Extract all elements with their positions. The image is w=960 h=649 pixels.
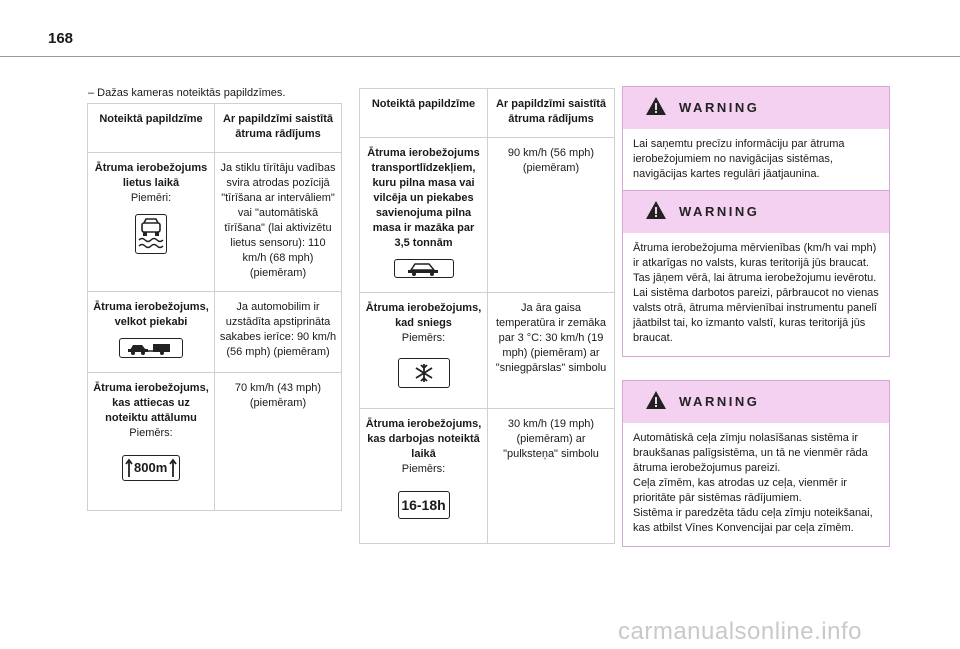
row-title: Ātruma ierobežojums, velkot piekabi [93, 301, 209, 328]
table-row [360, 138, 615, 293]
table-cell-sign [88, 292, 215, 373]
row-subtitle: Piemēri: [130, 192, 172, 204]
row-title: Ātruma ierobežojums transportlīdzekļiem, kuru pilna masa vai vilcēja un piekabes savienojuma pilna masa ir mazāka par 3,5 tonnām [367, 147, 480, 249]
table1-header-sign: Noteiktā papildzīme [88, 104, 215, 153]
warning-body [623, 233, 889, 356]
table-cell-speed: 70 km/h (43 mph) (piemēram) [215, 373, 342, 511]
warning-triangle-icon [645, 96, 667, 121]
watermark-text: carmanualsonline.info [618, 618, 862, 645]
row-title: Ātruma ierobežojums, kas attiecas uz noteiktu attālumu [93, 382, 209, 424]
table-cell-sign [360, 293, 488, 409]
row-title: Ātruma ierobežojums, kas darbojas noteiktā laikā [365, 418, 482, 460]
header-divider [0, 56, 960, 57]
sign-text-16-18h: 16-18h [401, 497, 446, 513]
row-subtitle: Piemērs: [401, 332, 446, 344]
warning-body [623, 423, 889, 546]
warning-box-3 [622, 380, 890, 547]
car-sign-icon [394, 259, 454, 278]
warning-text: Tas jāņem vērā, lai ātruma ierobežojumu ievērotu. [633, 272, 877, 284]
cameras-note: – Dažas kameras noteiktās papildzīmes. [88, 87, 286, 99]
table-cell-sign [360, 409, 488, 544]
page-number: 168 [48, 30, 74, 47]
warning-text: Ceļa zīmēm, kas atrodas uz ceļa, vienmēr ir prioritāte pār sistēmas rādījumiem. [633, 477, 847, 504]
table-cell-sign [360, 138, 488, 293]
warning-triangle-icon [645, 390, 667, 415]
table2-header-speed: Ar papildzīmi saistītā ātruma rādījums [488, 89, 615, 138]
sign-text-800m: 800m [134, 460, 168, 475]
row-title: Ātruma ierobežojums lietus laikā [94, 162, 208, 189]
warning-title: WARNING [679, 100, 760, 115]
time-16-18h-sign-icon [398, 491, 450, 519]
distance-800m-sign-icon [122, 455, 180, 481]
table1-header-speed: Ar papildzīmi saistītā ātruma rādījums [215, 104, 342, 153]
snowflake-sign-icon [398, 358, 450, 388]
supplementary-signs-table-1 [87, 103, 342, 511]
warning-text: Lai saņemtu precīzu informāciju par ātruma ierobežojumiem no navigācijas sistēmas, navigācijas kartes regulāri jāatjaunina. [633, 138, 845, 180]
table-row [88, 373, 342, 511]
warning-header [623, 381, 889, 423]
row-subtitle: Piemērs: [129, 427, 173, 439]
car-with-trailer-sign-icon [119, 338, 183, 358]
warning-title: WARNING [679, 394, 760, 409]
table-cell-speed: Ja stiklu tīrītāju vadības svira atrodas pozīcijā "tīrīšana ar intervāliem" vai "automātiskā tīrīšana" (lai aktivizētu lietus sensoru): 110 km/h (68 mph) (piemēram) [215, 153, 342, 292]
table2-header-sign: Noteiktā papildzīme [360, 89, 488, 138]
table-cell-sign [88, 153, 215, 292]
table-cell-speed: 30 km/h (19 mph) (piemēram) ar "pulksteņa" simbolu [488, 409, 615, 544]
road-spray-sign-icon [135, 214, 167, 254]
row-title: Ātruma ierobežojums, kad sniegs [365, 302, 482, 329]
warning-text: Sistēma ir paredzēta tādu ceļa zīmju noteikšanai, kas atbilst Vīnes Konvencijai par ceļa zīmēm. [633, 507, 873, 534]
warning-text: Automātiskā ceļa zīmju nolasīšanas sistēma ir braukšanas palīgsistēma, un tā ne vienmēr rāda ātruma ierobežojumus pareizi. [633, 432, 868, 474]
warning-header [623, 87, 889, 129]
table-cell-sign [88, 373, 215, 511]
table-row [88, 153, 342, 292]
warning-box-1 [622, 86, 890, 193]
warning-box-2 [622, 190, 890, 357]
table-cell-speed: Ja automobilim ir uzstādīta apstiprināta sakabes ierīce: 90 km/h (56 mph) (piemēram) [215, 292, 342, 373]
warning-triangle-icon [645, 200, 667, 225]
table-row [88, 292, 342, 373]
table-row [360, 409, 615, 544]
supplementary-signs-table-2 [359, 88, 615, 544]
table-row [360, 293, 615, 409]
warning-title: WARNING [679, 204, 760, 219]
table-cell-speed: Ja āra gaisa temperatūra ir zemāka par 3 °C: 30 km/h (19 mph) (piemēram) ar "sniegpārslas" simbolu [488, 293, 615, 409]
warning-text: Lai sistēma darbotos pareizi, pārbraucot no vienas valsts otrā, ātruma mērvienībai instrumentu panelī jāatbilst tai, ko izmanto valstī, kuras teritorijā jūs braucat. [633, 287, 879, 344]
warning-header [623, 191, 889, 233]
warning-text: Ātruma ierobežojuma mērvienības (km/h vai mph) ir atkarīgas no valsts, kuras teritorijā jūs braucat. [633, 242, 877, 269]
table-cell-speed: 90 km/h (56 mph) (piemēram) [488, 138, 615, 293]
row-subtitle: Piemērs: [401, 463, 446, 475]
warning-body [623, 129, 889, 192]
